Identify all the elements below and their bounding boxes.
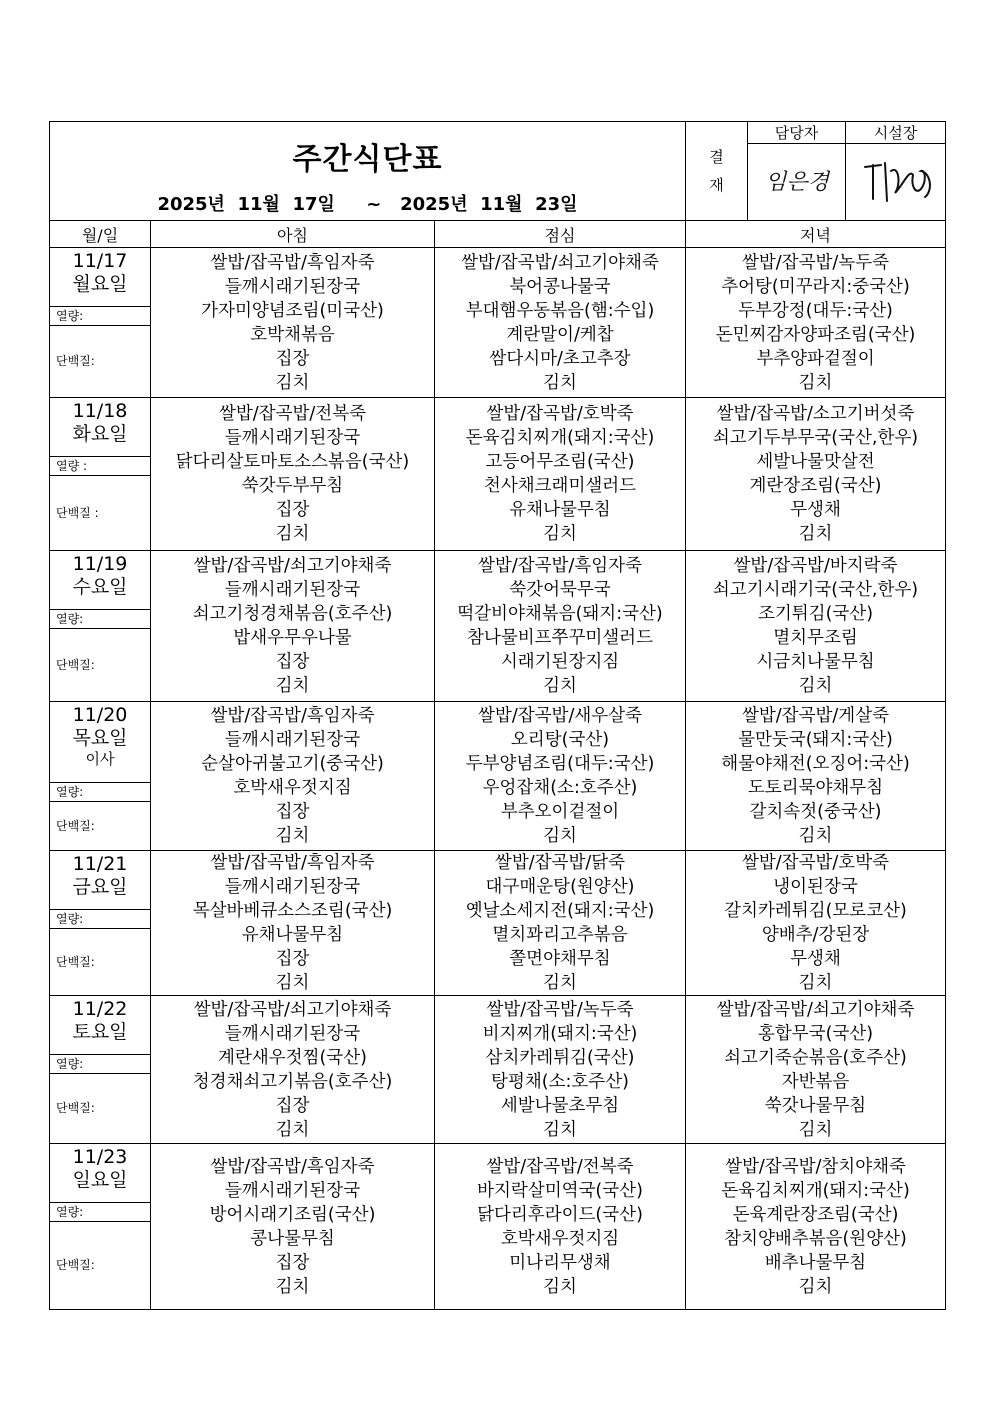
- menu-item: 갈치속젓(중국산): [749, 802, 882, 822]
- day-note: 이사: [85, 750, 115, 768]
- menu-item: 북어콩나물국: [509, 276, 611, 297]
- menu-item: 두부양념조림(대두:국산): [465, 754, 655, 774]
- menu-item: 쑥갓두부무침: [241, 476, 344, 496]
- menu-item: 콩나물무침: [250, 1228, 335, 1249]
- lunch-cell: [435, 551, 686, 702]
- menu-item: 들깨시래기된장국: [224, 877, 361, 897]
- menu-item: 옛날소세지전(돼지:국산): [465, 901, 655, 921]
- menu-item: 쌀밥/잡곡밥/흑임자죽: [210, 1156, 375, 1177]
- day-row: [50, 702, 946, 851]
- day-weekday: 토요일: [72, 1021, 128, 1043]
- day-cell: [50, 398, 151, 551]
- menu-item: 들깨시래기된장국: [224, 580, 361, 600]
- signature-director-image: [851, 145, 941, 215]
- menu-item: 쌀밥/잡곡밥/쇠고기야채죽: [461, 252, 659, 273]
- calorie-label: 열량:: [50, 609, 150, 628]
- menu-item: 김치: [543, 1276, 577, 1297]
- menu-item: 집장: [275, 500, 310, 520]
- menu-item: 양배추/강된장: [761, 925, 870, 945]
- day-date: 11/18: [72, 400, 128, 422]
- menu-item: 김치: [275, 524, 310, 544]
- menu-item: 도토리묵야채무침: [747, 778, 884, 798]
- day-cell: [50, 1144, 151, 1310]
- menu-item: 밥새우무우나물: [233, 628, 352, 648]
- protein-label: 단백질 :: [50, 475, 150, 550]
- menu-item: 김치: [275, 826, 310, 846]
- protein-label: 단백질:: [50, 325, 150, 397]
- menu-item: 참치양배추볶음(원양산): [724, 1228, 907, 1249]
- menu-item: 쌈다시마/초고추장: [489, 348, 631, 369]
- menu-item: 쌀밥/잡곡밥/녹두죽: [741, 252, 890, 273]
- menu-item: 쌀밥/잡곡밥/흑임자죽: [210, 853, 375, 873]
- breakfast-cell: [151, 996, 435, 1144]
- calorie-label: 열량:: [50, 782, 150, 801]
- menu-item: 조기튀김(국산): [757, 604, 874, 624]
- lunch-cell: [435, 398, 686, 551]
- menu-item: 쌀밥/잡곡밥/흑임자죽: [210, 252, 375, 273]
- menu-item: 김치: [798, 973, 833, 993]
- day-label: [50, 551, 150, 609]
- menu-item: 쌀밥/잡곡밥/새우살죽: [478, 706, 642, 726]
- dinner-cell: [686, 851, 946, 996]
- menu-item: 비지찌개(돼지:국산): [482, 1023, 638, 1044]
- day-row: [50, 248, 946, 398]
- menu-item: 집장: [275, 652, 310, 672]
- day-label: [50, 996, 150, 1054]
- breakfast-cell: [151, 551, 435, 702]
- lunch-cell: [435, 996, 686, 1144]
- calorie-label: 열량:: [50, 909, 150, 928]
- dinner-cell: [686, 1144, 946, 1310]
- menu-item: 계란새우젓찜(국산): [218, 1047, 367, 1068]
- day-date: 11/22: [72, 998, 128, 1020]
- menu-item: 호박채볶음: [250, 324, 335, 345]
- svg-text:임은경: 임은경: [764, 170, 829, 195]
- role-director: 시설장: [846, 122, 946, 144]
- menu-item: 유채나물무침: [241, 925, 344, 945]
- menu-item: 김치: [543, 372, 577, 393]
- menu-item: 천사채크래미샐러드: [483, 476, 637, 496]
- menu-item: 삼치카레튀김(국산): [485, 1047, 635, 1068]
- menu-item: 쇠고기시래기국(국산,한우): [712, 580, 919, 600]
- role-manager: 담당자: [748, 122, 846, 144]
- day-weekday: 일요일: [72, 1169, 128, 1191]
- menu-item: 들깨시래기된장국: [224, 730, 361, 750]
- breakfast-cell: [151, 851, 435, 996]
- menu-item: 쇠고기두부무국(국산,한우): [712, 428, 919, 448]
- header-title-cell: [50, 122, 686, 221]
- signature-manager: [748, 144, 846, 221]
- dinner-cell: [686, 996, 946, 1144]
- col-dinner: 저녁: [686, 221, 946, 248]
- menu-item: 김치: [543, 676, 577, 696]
- menu-item: 쫄면야채무침: [509, 949, 611, 969]
- menu-item: 오리탕(국산): [510, 730, 610, 750]
- menu-item: 집장: [275, 1095, 310, 1116]
- approval-label-1: 결: [709, 148, 724, 166]
- menu-item: 김치: [275, 1119, 310, 1140]
- day-cell: [50, 996, 151, 1144]
- calorie-label: 열량:: [50, 1202, 150, 1221]
- menu-item: 시금치나물무침: [756, 652, 875, 672]
- menu-item: 부추오이겉절이: [500, 802, 620, 822]
- menu-item: 쌀밥/잡곡밥/호박죽: [486, 404, 634, 424]
- menu-item: 멸치무조림: [773, 628, 858, 648]
- menu-item: 닭다리후라이드(국산): [477, 1204, 643, 1225]
- menu-item: 돈육김치찌개(돼지:국산): [721, 1180, 910, 1201]
- menu-item: 부대햄우동볶음(햄:수입): [465, 300, 655, 321]
- day-row: [50, 398, 946, 551]
- menu-item: 추어탕(미꾸라지:중국산): [721, 276, 910, 297]
- menu-item: 쌀밥/잡곡밥/전복죽: [486, 1156, 634, 1177]
- menu-item: 집장: [275, 949, 310, 969]
- protein-label: 단백질:: [50, 1221, 150, 1309]
- menu-item: 가자미양념조림(미국산): [201, 300, 384, 321]
- menu-item: 청경채쇠고기볶음(호주산): [192, 1071, 393, 1092]
- col-breakfast: 아침: [151, 221, 435, 248]
- menu-item: 멸치꽈리고추볶음: [492, 925, 628, 945]
- menu-item: 참나물비프쭈꾸미샐러드: [467, 628, 653, 648]
- day-cell: [50, 702, 151, 851]
- menu-item: 방어시래기조림(국산): [209, 1204, 376, 1225]
- menu-item: 집장: [275, 802, 310, 822]
- menu-item: 세발나물초무침: [500, 1095, 620, 1116]
- menu-item: 돈육김치찌개(돼지:국산): [465, 428, 655, 448]
- menu-item: 김치: [543, 1119, 577, 1140]
- menu-item: 김치: [275, 973, 310, 993]
- day-weekday: 수요일: [72, 576, 128, 598]
- day-row: [50, 1144, 946, 1310]
- menu-item: 들깨시래기된장국: [224, 1023, 361, 1044]
- menu-item: 들깨시래기된장국: [224, 428, 361, 448]
- menu-item: 갈치카레튀김(모로코산): [724, 901, 907, 921]
- day-weekday: 금요일: [72, 876, 128, 898]
- menu-item: 무생채: [790, 949, 841, 969]
- day-label: [50, 398, 150, 456]
- menu-item: 무생채: [790, 500, 841, 520]
- day-date: 11/21: [72, 853, 128, 875]
- menu-item: 집장: [275, 348, 310, 369]
- dinner-cell: [686, 551, 946, 702]
- menu-item: 김치: [798, 372, 833, 393]
- lunch-cell: [435, 248, 686, 398]
- protein-label: 단백질:: [50, 801, 150, 850]
- menu-item: 배추나물무침: [764, 1252, 867, 1273]
- menu-item: 쌀밥/잡곡밥/바지락죽: [733, 556, 898, 576]
- day-rows: [50, 248, 946, 1310]
- date-range: 2025년 11월 17일 ~ 2025년 11월 23일: [157, 194, 578, 215]
- day-weekday: 목요일: [72, 727, 128, 749]
- menu-item: 김치: [798, 826, 833, 846]
- day-date: 11/17: [72, 250, 128, 272]
- day-date: 11/20: [72, 704, 128, 726]
- menu-item: 집장: [275, 1252, 310, 1273]
- dinner-cell: [686, 702, 946, 851]
- protein-label: 단백질:: [50, 1073, 150, 1143]
- calorie-label: 열량:: [50, 1054, 150, 1073]
- signature-manager-image: [752, 145, 842, 215]
- menu-item: 탕평채(소:호주산): [491, 1071, 629, 1092]
- approval-label-2: 재: [709, 176, 724, 194]
- menu-item: 쌀밥/잡곡밥/호박죽: [741, 853, 890, 873]
- lunch-cell: [435, 851, 686, 996]
- calorie-label: 열량 :: [50, 456, 150, 475]
- menu-item: 쌀밥/잡곡밥/참치야채죽: [725, 1156, 906, 1177]
- menu-item: 돈육계란장조림(국산): [732, 1204, 899, 1225]
- menu-item: 유채나물무침: [509, 500, 611, 520]
- menu-item: 김치: [798, 676, 833, 696]
- day-row: [50, 551, 946, 702]
- menu-item: 호박새우젓지짐: [233, 778, 352, 798]
- menu-item: 쌀밥/잡곡밥/흑임자죽: [210, 706, 375, 726]
- menu-item: 쌀밥/잡곡밥/흑임자죽: [478, 556, 642, 576]
- day-weekday: 월요일: [72, 273, 128, 295]
- menu-item: 자반볶음: [781, 1071, 850, 1092]
- menu-item: 김치: [275, 372, 310, 393]
- day-label: [50, 702, 150, 782]
- menu-item: 시래기된장지짐: [500, 652, 620, 672]
- day-label: [50, 851, 150, 909]
- menu-item: 쑥갓어묵무국: [509, 580, 611, 600]
- menu-item: 김치: [798, 1119, 833, 1140]
- day-cell: [50, 851, 151, 996]
- menu-item: 미나리무생채: [509, 1252, 611, 1273]
- breakfast-cell: [151, 702, 435, 851]
- menu-item: 떡갈비야채볶음(돼지:국산): [457, 604, 663, 624]
- menu-item: 우엉잡채(소:호주산): [482, 778, 638, 798]
- day-row: [50, 851, 946, 996]
- menu-item: 호박새우젓지짐: [500, 1228, 620, 1249]
- day-label: [50, 248, 150, 306]
- menu-item: 부추양파겉절이: [756, 348, 875, 369]
- menu-item: 순살아귀불고기(중국산): [201, 754, 384, 774]
- menu-item: 쌀밥/잡곡밥/쇠고기야채죽: [193, 999, 392, 1020]
- weekly-menu-sheet: [49, 121, 945, 1310]
- col-date: 월/일: [50, 221, 151, 248]
- menu-item: 닭다리살토마토소스볶음(국산): [175, 452, 410, 472]
- breakfast-cell: [151, 398, 435, 551]
- menu-item: 쇠고기죽순볶음(호주산): [724, 1047, 907, 1068]
- approval-label: [686, 122, 748, 221]
- menu-item: 쌀밥/잡곡밥/쇠고기야채죽: [716, 999, 915, 1020]
- menu-item: 대구매운탕(원양산): [485, 877, 635, 897]
- menu-item: 들깨시래기된장국: [224, 276, 361, 297]
- day-date: 11/19: [72, 553, 128, 575]
- day-cell: [50, 248, 151, 398]
- menu-item: 계란말이/케찹: [506, 324, 614, 345]
- menu-item: 쌀밥/잡곡밥/소고기버섯죽: [716, 404, 915, 424]
- menu-item: 김치: [543, 524, 577, 544]
- menu-item: 세발나물맛살전: [756, 452, 875, 472]
- day-row: [50, 996, 946, 1144]
- menu-item: 김치: [275, 1276, 310, 1297]
- menu-item: 쇠고기청경채볶음(호주산): [192, 604, 393, 624]
- day-weekday: 화요일: [72, 423, 128, 445]
- lunch-cell: [435, 702, 686, 851]
- menu-item: 계란장조림(국산): [749, 476, 882, 496]
- menu-item: 김치: [543, 826, 577, 846]
- menu-item: 목살바베큐소스조림(국산): [192, 901, 393, 921]
- menu-item: 쌀밥/잡곡밥/전복죽: [218, 404, 367, 424]
- menu-item: 김치: [275, 676, 310, 696]
- menu-item: 바지락살미역국(국산): [477, 1180, 643, 1201]
- menu-item: 냉이된장국: [773, 877, 858, 897]
- menu-item: 쌀밥/잡곡밥/닭죽: [494, 853, 626, 873]
- menu-item: 해물야채전(오징어:국산): [721, 754, 910, 774]
- dinner-cell: [686, 398, 946, 551]
- menu-item: 쑥갓나물무침: [764, 1095, 867, 1116]
- dinner-cell: [686, 248, 946, 398]
- menu-item: 쌀밥/잡곡밥/게살죽: [741, 706, 890, 726]
- menu-item: 쌀밥/잡곡밥/쇠고기야채죽: [193, 556, 392, 576]
- col-lunch: 점심: [435, 221, 686, 248]
- page-title: 주간식단표: [292, 142, 443, 177]
- breakfast-cell: [151, 1144, 435, 1310]
- day-label: [50, 1144, 150, 1202]
- protein-label: 단백질:: [50, 628, 150, 701]
- menu-item: 물만둣국(돼지:국산): [738, 730, 893, 750]
- protein-label: 단백질:: [50, 928, 150, 995]
- breakfast-cell: [151, 248, 435, 398]
- signature-director: [846, 144, 946, 221]
- day-date: 11/23: [72, 1146, 128, 1168]
- column-header-row: [50, 221, 946, 248]
- menu-item: 김치: [798, 524, 833, 544]
- calorie-label: 열량:: [50, 306, 150, 325]
- menu-item: 김치: [543, 973, 577, 993]
- lunch-cell: [435, 1144, 686, 1310]
- menu-item: 홍합무국(국산): [757, 1023, 874, 1044]
- menu-item: 들깨시래기된장국: [224, 1180, 361, 1201]
- menu-table: [49, 121, 946, 1310]
- menu-item: 돈민찌감자양파조림(국산): [715, 324, 916, 345]
- menu-item: 쌀밥/잡곡밥/녹두죽: [486, 999, 634, 1020]
- menu-item: 김치: [798, 1276, 833, 1297]
- menu-item: 고등어무조림(국산): [485, 452, 635, 472]
- menu-item: 두부강정(대두:국산): [738, 300, 893, 321]
- day-cell: [50, 551, 151, 702]
